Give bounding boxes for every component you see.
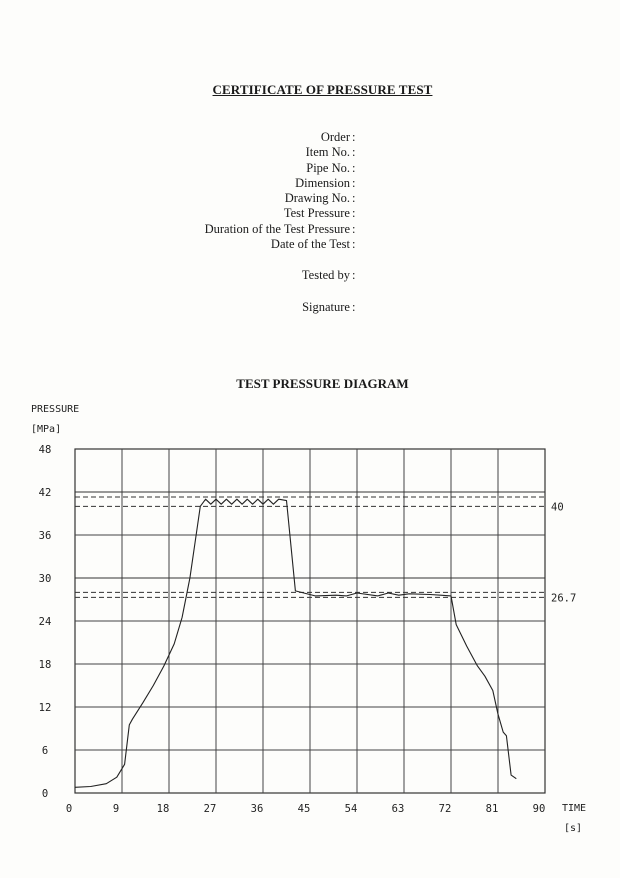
x-axis-label: TIME [562,803,587,814]
field-separator: : [352,268,356,282]
y-tick-label: 36 [38,530,52,542]
field-separator: : [352,191,356,205]
field-separator: : [352,222,356,236]
y-tick-label: 30 [38,573,52,585]
field-separator: : [352,161,356,175]
x-tick-label: 9 [112,803,120,815]
field-separator: : [352,300,356,314]
x-tick-label: 0 [65,803,73,815]
field-separator: : [352,176,356,190]
field-label: Test Pressure [283,206,350,220]
x-tick-label: 45 [297,803,311,815]
y-tick-label: 6 [41,745,49,757]
field-label: Tested by [301,268,350,282]
field-label: Dimension [295,176,350,190]
y-tick-label: 42 [38,487,52,499]
field-separator: : [352,130,356,144]
field-label: Date of the Test [270,237,350,251]
y-tick-label: 48 [38,444,52,456]
y-tick-label: 24 [38,616,52,628]
field-label: Pipe No. [306,161,350,175]
y-tick-label: 12 [38,702,52,714]
field-separator: : [352,237,356,251]
y-axis-label: PRESSURE [31,404,80,415]
x-tick-label: 27 [203,803,217,815]
y-tick-label: 18 [38,659,52,671]
field-separator: : [352,145,356,159]
x-tick-label: 18 [156,803,170,815]
reference-line-label: 40 [551,501,564,514]
x-tick-label: 36 [250,803,264,815]
diagram-title: TEST PRESSURE DIAGRAM [236,376,409,391]
x-tick-label: 72 [438,803,452,815]
certificate-title: CERTIFICATE OF PRESSURE TEST [212,82,433,97]
x-tick-label: 81 [485,803,499,815]
field-label: Duration of the Test Pressure [204,222,350,236]
x-tick-label: 90 [532,803,546,815]
field-label: Item No. [305,145,350,159]
pressure-series-line [75,499,516,787]
field-separator: : [352,206,356,220]
y-tick-label: 0 [41,788,49,800]
y-axis-unit: [MPa] [31,424,62,435]
field-label: Signature [302,300,350,314]
field-label: Order [320,130,350,144]
x-tick-label: 54 [344,803,358,815]
x-tick-label: 63 [391,803,405,815]
field-label: Drawing No. [284,191,350,205]
x-axis-unit: [s] [564,823,583,834]
reference-line-label: 26.7 [551,592,577,605]
